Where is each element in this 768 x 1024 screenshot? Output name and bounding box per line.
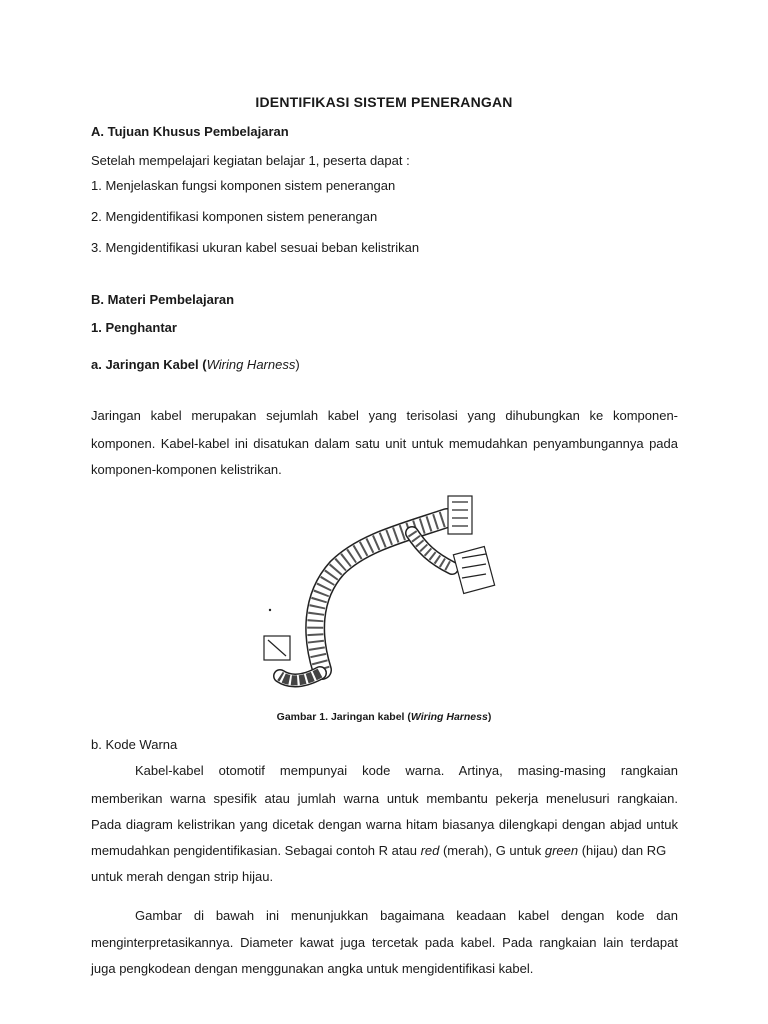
para-b-line-3: Pada diagram kelistrikan yang dicetak dengan warna hitam biasanya dilengkapi dengan abjad untuk [91,817,678,832]
page-title: IDENTIFIKASI SISTEM PENERANGAN [255,94,513,110]
section-a-heading: A. Tujuan Khusus Pembelajaran [91,124,289,139]
para-b-line-4-mid2: (hijau) dan RG [578,843,667,858]
para-a-line-1: Jaringan kabel merupakan sejumlah kabel yang terisolasi yang dihubungkan ke komponen- [91,408,678,423]
objective-item-1: 1. Menjelaskan fungsi komponen sistem penerangan [91,178,396,193]
para-a-line-2: komponen. Kabel-kabel ini disatukan dalam satu unit untuk memudahkan penyambungannya pada [91,436,678,451]
objective-item-2: 2. Mengidentifikasi komponen sistem penerangan [91,209,378,224]
subsection-1-heading: 1. Penghantar [91,320,177,335]
subsection-a-suffix: ) [295,357,300,372]
para-b-line-5: untuk merah dengan strip hijau. [91,869,274,884]
para-c-line-2: menginterpretasikannya. Diameter kawat juga tercetak pada kabel. Pada rangkaian lain terdapat [91,935,678,950]
para-b-line-1: Kabel-kabel otomotif mempunyai kode warna. Artinya, masing-masing rangkaian [135,763,678,778]
para-c-line-1: Gambar di bawah ini menunjukkan bagaimana keadaan kabel dengan kode dan [135,908,678,923]
section-a-intro: Setelah mempelajari kegiatan belajar 1, peserta dapat : [91,153,410,168]
para-a-line-3: komponen-komponen kelistrikan. [91,462,282,477]
subsection-a-prefix: a. Jaringan Kabel ( [91,357,207,372]
para-b-line-4-mid1: (merah), G untuk [439,843,545,858]
wiring-harness-figure [262,488,512,698]
figure-caption-italic: Wiring Harness [410,711,488,723]
figure-caption-prefix: Gambar 1. Jaringan kabel ( [276,711,411,723]
subsection-a-heading [91,357,300,373]
section-b-heading: B. Materi Pembelajaran [91,292,235,307]
color-red-term: red [420,843,440,858]
figure-caption-suffix: ) [487,711,492,723]
objective-item-3: 3. Mengidentifikasi ukuran kabel sesuai beban kelistrikan [91,240,420,255]
para-b-line-2: memberikan warna spesifik atau jumlah warna untuk membantu pekerja menelusuri rangkaian. [91,791,678,806]
para-c-line-3: juga pengkodean dengan menggunakan angka untuk mengidentifikasi kabel. [91,961,534,976]
figure-caption [0,711,768,724]
para-b-line-4-start: memudahkan pengidentifikasian. Sebagai contoh R atau [91,843,421,858]
subsection-a-italic: Wiring Harness [206,357,296,372]
color-green-term: green [544,843,579,858]
para-b-line-4 [91,843,666,859]
subsection-b-heading: b. Kode Warna [91,737,178,752]
